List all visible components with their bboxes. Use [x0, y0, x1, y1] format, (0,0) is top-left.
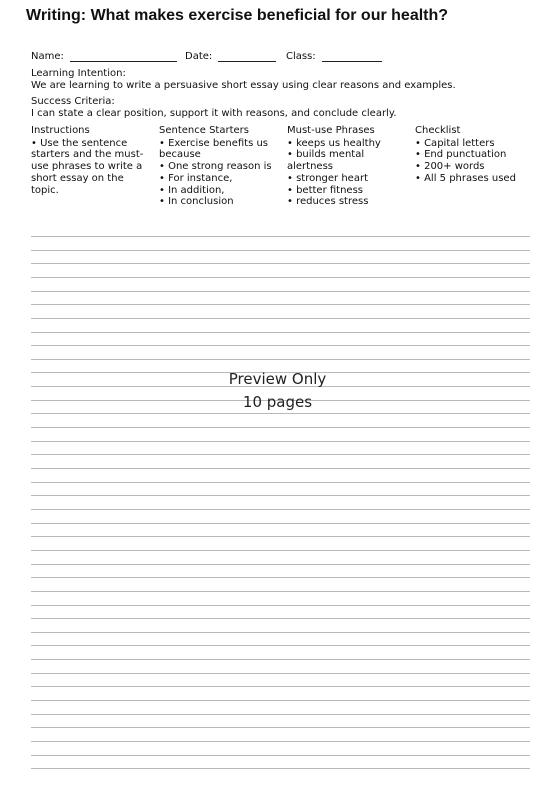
writing-line[interactable]: [31, 318, 530, 319]
writing-line[interactable]: [31, 441, 530, 442]
writing-line[interactable]: [31, 659, 530, 660]
writing-line[interactable]: [31, 686, 530, 687]
must-use-phrases-heading: Must-use Phrases: [287, 125, 375, 136]
writing-line[interactable]: [31, 673, 530, 674]
learning-intention-label: Learning Intention:: [31, 68, 126, 79]
worksheet-title: Writing: What makes exercise beneficial for our health?: [26, 7, 449, 24]
writing-line[interactable]: [31, 413, 530, 414]
writing-line[interactable]: [31, 332, 530, 333]
sentence-starter-item: • Exercise benefits us because: [159, 137, 269, 161]
writing-line[interactable]: [31, 741, 530, 742]
instructions-heading: Instructions: [31, 125, 90, 136]
phrase-item: • better fitness: [287, 184, 363, 196]
writing-line[interactable]: [31, 714, 530, 715]
writing-line[interactable]: [31, 495, 530, 496]
sentence-starter-item: • In addition,: [159, 184, 225, 196]
writing-line[interactable]: [31, 727, 530, 728]
writing-line[interactable]: [31, 250, 530, 251]
phrase-item: • keeps us healthy: [287, 137, 381, 149]
checklist-heading: Checklist: [415, 125, 461, 136]
checklist-item: • Capital letters: [415, 137, 495, 149]
checklist-item: • All 5 phrases used: [415, 172, 516, 184]
writing-line[interactable]: [31, 605, 530, 606]
writing-line[interactable]: [31, 482, 530, 483]
writing-line[interactable]: [31, 550, 530, 551]
writing-line[interactable]: [31, 359, 530, 360]
writing-line[interactable]: [31, 618, 530, 619]
sentence-starter-item: • For instance,: [159, 172, 233, 184]
phrase-item: • builds mental alertness: [287, 149, 365, 173]
writing-line[interactable]: [31, 632, 530, 633]
writing-line[interactable]: [31, 645, 530, 646]
checklist-item: • 200+ words: [415, 161, 485, 173]
writing-line[interactable]: [31, 591, 530, 592]
writing-line[interactable]: [31, 291, 530, 292]
name-label: Name:: [31, 51, 64, 62]
learning-intention-text: We are learning to write a persuasive short essay using clear reasons and examples.: [31, 80, 456, 91]
writing-line[interactable]: [31, 427, 530, 428]
sentence-starter-item: • One strong reason is: [159, 161, 272, 173]
class-label: Class:: [286, 51, 316, 62]
preview-watermark-line1: Preview Only: [228, 370, 327, 388]
preview-watermark-line2: 10 pages: [242, 393, 313, 411]
writing-line[interactable]: [31, 236, 530, 237]
success-criteria-label: Success Criteria:: [31, 96, 115, 107]
writing-line[interactable]: [31, 468, 530, 469]
phrase-item: • reduces stress: [287, 196, 369, 208]
writing-line[interactable]: [31, 454, 530, 455]
writing-line[interactable]: [31, 577, 530, 578]
date-label: Date:: [185, 51, 213, 62]
writing-line[interactable]: [31, 564, 530, 565]
writing-line[interactable]: [31, 509, 530, 510]
writing-line[interactable]: [31, 277, 530, 278]
writing-line[interactable]: [31, 263, 530, 264]
writing-line[interactable]: [31, 700, 530, 701]
writing-line[interactable]: [31, 345, 530, 346]
sentence-starter-item: • In conclusion: [159, 196, 234, 208]
phrase-item: • stronger heart: [287, 172, 368, 184]
writing-line[interactable]: [31, 523, 530, 524]
instructions-item: • Use the sentence starters and the must-use phrases to write a short essay on the topic.: [31, 137, 144, 196]
writing-line[interactable]: [31, 768, 530, 769]
writing-line[interactable]: [31, 304, 530, 305]
writing-line[interactable]: [31, 755, 530, 756]
success-criteria-text: I can state a clear position, support it with reasons, and conclude clearly.: [31, 108, 397, 119]
writing-line[interactable]: [31, 536, 530, 537]
checklist-item: • End punctuation: [415, 149, 507, 161]
sentence-starters-heading: Sentence Starters: [159, 125, 249, 136]
